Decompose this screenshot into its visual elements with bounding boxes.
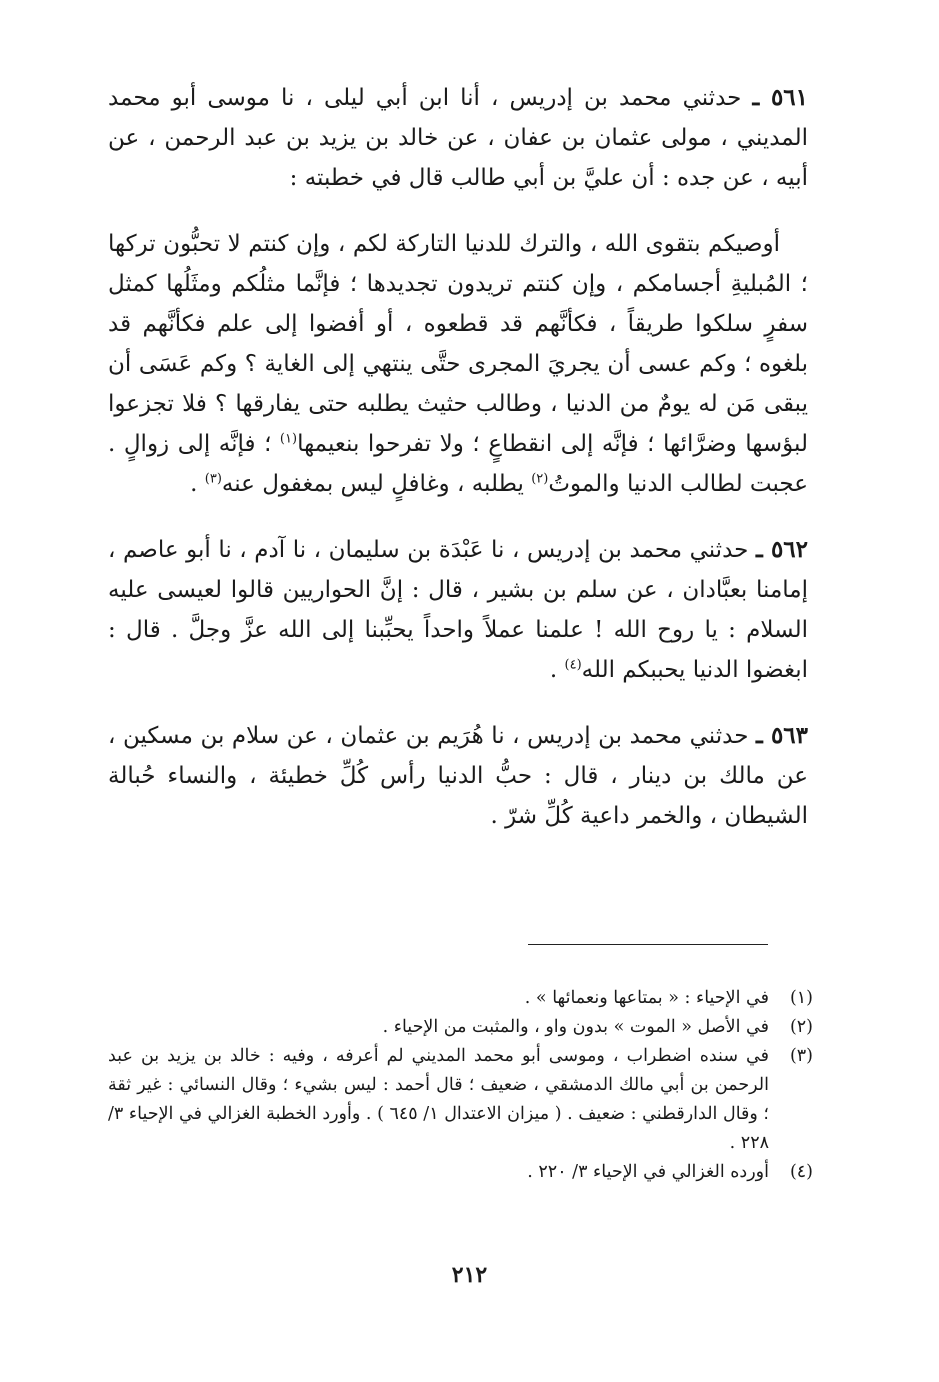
hadith-number: ٥٦٣ ـ [755, 722, 808, 749]
hadith-561-isnad [108, 78, 808, 198]
hadith-number: ٥٦١ ـ [752, 84, 808, 111]
footnote-2 [108, 1013, 813, 1042]
footnote-ref-3[interactable]: (٣) [204, 471, 222, 487]
hadith-563-text: حدثني محمد بن إدريس ، نا هُرَيم بن عثمان ، عن سلام بن مسكين ، عن مالك بن دينار ، قال : حبُّ الدنيا رأس كُلِّ خطيئة ، والنساء حُبالة الشيطان ، والخمر داعية كُلِّ شرّ . [108, 723, 808, 829]
footnote-text: في سنده اضطراب ، وموسى أبو محمد المديني لم أعرفه ، وفيه : خالد بن يزيد بن عبد الرحمن بن أبي مالك الدمشقي ، ضعيف ؛ قال أحمد : ليس بشيء ؛ وقال النسائي : غير ثقة ؛ وقال الدارقطني : ضعيف . ( ميزان الاعتدال ١/ ٦٤٥ ) . وأورد الخطبة الغزالي في الإحياء ٣/ ٢٢٨ . [108, 1046, 769, 1153]
hadith-561-matn [108, 224, 808, 504]
footnote-ref-4[interactable]: (٤) [564, 657, 582, 673]
matn-part-1: أوصيكم بتقوى الله ، والترك للدنيا التاركة لكم ، وإن كنتم لا تحبُّون تركها ؛ المُبليةِ أجسامكم ، وإن كنتم تريدون تجديدها ؛ فإنَّما مثلُكم ومثَلُها كمثل سفرٍ سلكوا طريقاً ، فكأنَّهم قد قطعوه ، أو أفضوا إلى علم فكأنَّهم قد بلغوه ؛ وكم عسى أن يجريَ المجرى حتَّى ينتهي إلى الغاية ؟ وكم عَسَى أن يبقى مَن له يومٌ من الدنيا ، وطالب حثيث يطلبه حتى يفارقها ؟ فلا تجزعوا لبؤسها وضرَّائها ؛ فإنَّه إلى انقطاعٍ ؛ ولا تفرحوا بنعيمها [108, 231, 808, 457]
footnote-number: (٤) [789, 1162, 813, 1182]
footnote-number: (١) [789, 988, 813, 1008]
main-text [108, 78, 808, 862]
footnote-ref-1[interactable]: (١) [279, 431, 298, 447]
hadith-561-isnad-text: حدثني محمد بن إدريس ، أنا ابن أبي ليلى ، نا موسى أبو محمد المديني ، مولى عثمان بن عفان ، عن خالد بن يزيد بن عبد الرحمن ، عن أبيه ، عن جده : أن عليَّ بن أبي طالب قال في خطبته : [108, 85, 808, 191]
footnote-ref-2[interactable]: (٢) [531, 471, 549, 487]
footnote-text: في الأصل « الموت » بدون واو ، والمثبت من الإحياء . [382, 1017, 769, 1037]
hadith-number: ٥٦٢ ـ [755, 536, 808, 563]
footnote-number: (٢) [789, 1017, 813, 1037]
hadith-563 [108, 716, 808, 836]
hadith-562-text: حدثني محمد بن إدريس ، نا عَبْدَة بن سليمان ، نا آدم ، نا أبو عاصم ، إمامنا بعبَّادان ، عن سلم بن بشير ، قال : إنَّ الحواريين قالوا لعيسى عليه السلام : يا روح الله ! علمنا عملاً واحداً يحبِّبنا إلى الله عزَّ وجلَّ . قال : ابغضوا الدنيا يحببكم الله [108, 537, 808, 683]
footnote-number: (٣) [789, 1046, 813, 1066]
footnote-divider [528, 944, 768, 945]
footnote-3 [108, 1042, 813, 1158]
footnote-text: في الإحياء : « بمتاعها ونعمائها » . [524, 988, 769, 1008]
footnote-4 [108, 1158, 813, 1187]
matn-part-3: يطلبه ، وغافلٍ ليس بمغفول عنه [221, 471, 532, 497]
page-number: ٢١٢ [451, 1262, 488, 1288]
footnote-1 [108, 984, 813, 1013]
hadith-562-end: . [549, 657, 565, 683]
matn-part-2: ؛ فإنَّه إلى زوالٍ . عجبت لطالب الدنيا والموتُ [108, 431, 808, 497]
footnotes-section [108, 984, 813, 1187]
matn-end: . [190, 471, 205, 497]
hadith-562 [108, 530, 808, 690]
footnote-text: أورده الغزالي في الإحياء ٣/ ٢٢٠ . [527, 1162, 769, 1182]
